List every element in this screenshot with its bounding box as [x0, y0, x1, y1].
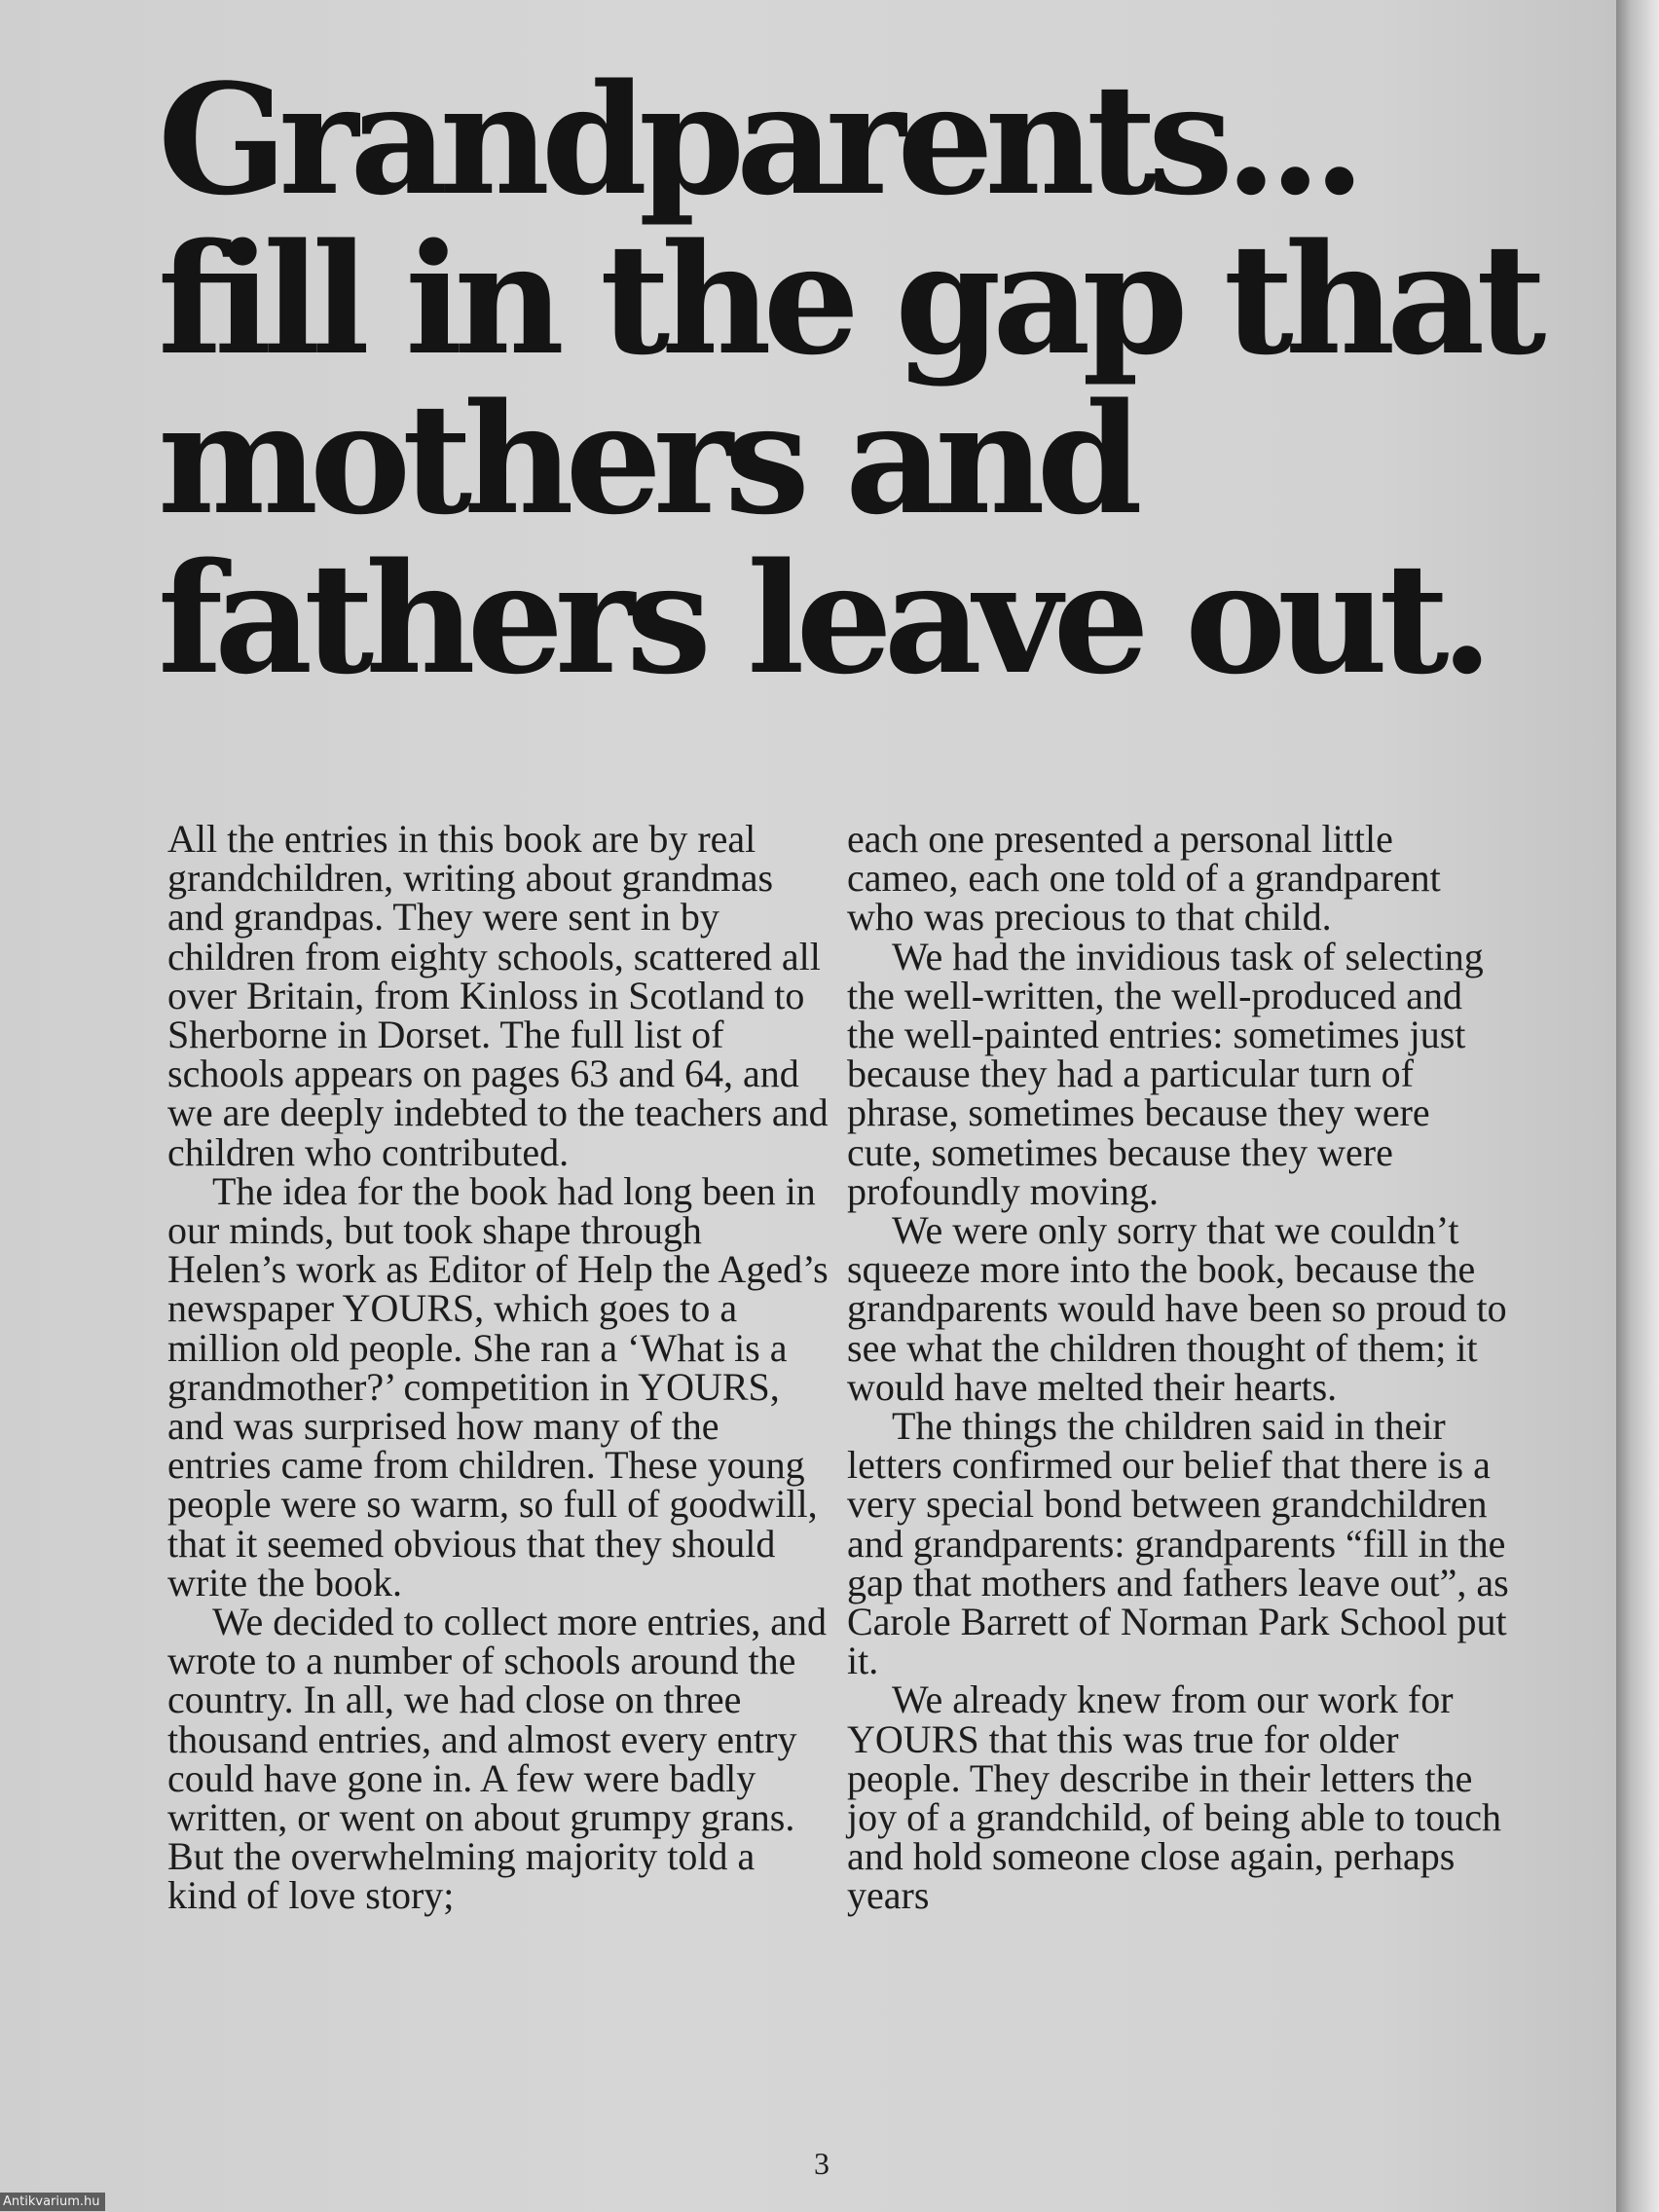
headline-line-2: fill in the gap that [158, 210, 1538, 388]
page-number: 3 [814, 2146, 830, 2181]
headline-line-4: fathers leave out. [158, 530, 1485, 708]
headline-line-3: mothers and [158, 370, 1134, 548]
headline-line-1: Grandparents... [158, 51, 1357, 229]
paragraph: All the entries in this book are by real grandchildren, writing about grandmas and grandpas. They were sent in by children from eighty schools, scattered all over Britain, from Kinloss in Scotland to Sherborne in Dorset. The full list of schools appears on pages 63 and 64, and we are deeply indebted to the teachers and children who contributed. [167, 817, 829, 1174]
paragraph: each one presented a personal little cameo, each one told of a grandparent who was precious to that child. [847, 817, 1441, 940]
paragraph: The things the children said in their letters confirmed our belief that there is a very special bond between grandchildren and grandparents: grandparents “fill in the gap that mothers and fathers leave out”, as Carole Barrett of Norman Park School put it. [847, 1404, 1509, 1683]
body-column-right [847, 817, 1509, 1918]
paragraph: We decided to collect more entries, and wrote to a number of schools around the country. In all, we had close on three thousand entries, and almost every entry could have gone in. A few were badly written, or went on about grumpy grans. But the overwhelming majority told a kind of love story; [167, 1600, 827, 1918]
watermark: Antikvarium.hu [0, 2193, 105, 2211]
body-column-left [167, 817, 830, 1918]
paragraph: The idea for the book had long been in our minds, but took shape through Helen’s work as Editor of Help the Aged’s newspaper YOURS, which goes to a million old people. She ran a ‘What is a grandmother?’ competition in YOURS, and was surprised how many of the entries came from children. These young people were so warm, so full of goodwill, that it seemed obvious that they should write the book. [167, 1168, 829, 1604]
paragraph: We already knew from our work for YOURS that this was true for older people. They describe in their letters the joy of a grandchild, of being able to touch and hold someone close again, perhaps years [847, 1677, 1502, 1918]
headline [158, 51, 1569, 708]
paragraph: We had the invidious task of selecting the well-written, the well-produced and the well-painted entries: sometimes just because they had a particular turn of phrase, sometimes because they were cute, sometimes because they were profoundly moving. [847, 934, 1484, 1213]
binding-edge [1616, 0, 1659, 2212]
paragraph: We were only sorry that we couldn’t squeeze more into the book, because the grandparents would have been so proud to see what the children thought of them; it would have melted their hearts. [847, 1208, 1507, 1409]
